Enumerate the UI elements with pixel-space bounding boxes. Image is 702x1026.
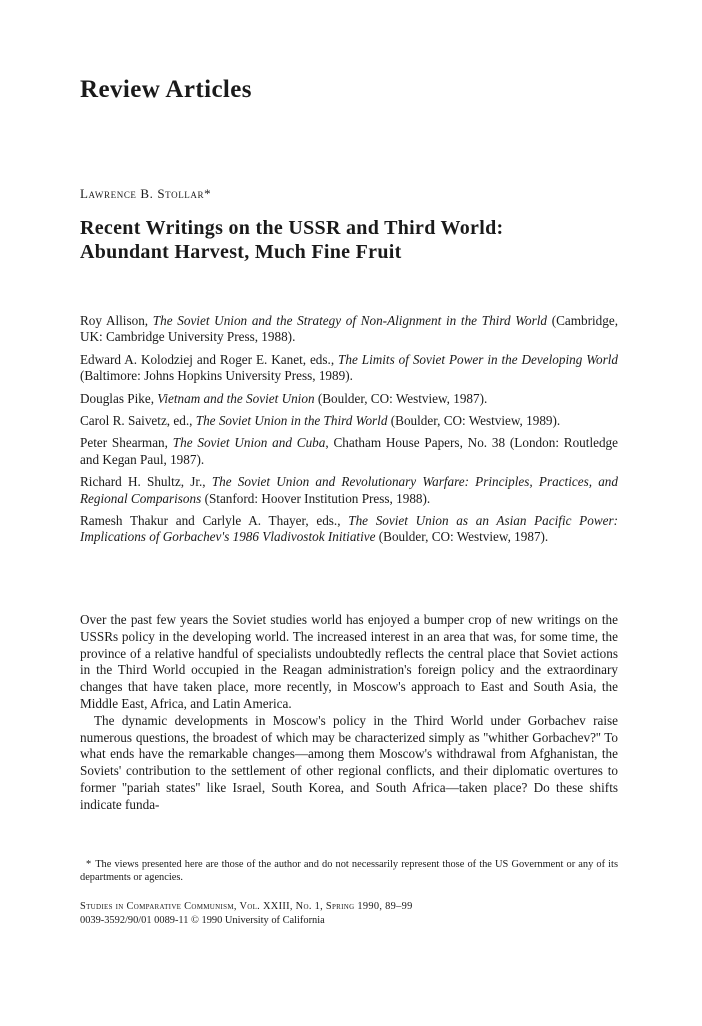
book-entry: Ramesh Thakur and Carlyle A. Thayer, eds., The Soviet Union as an Asian Pacific Power: Implications of Gorbachev's 1986 Vladivostok Initiative (Boulder, CO: Westview, 1987). xyxy=(80,513,618,545)
book-title: The Soviet Union and the Strategy of Non-Alignment in the Third World xyxy=(152,313,548,328)
book-entry: Edward A. Kolodziej and Roger E. Kanet, eds., The Limits of Soviet Power in the Developing World (Baltimore: Johns Hopkins University Press, 1989). xyxy=(80,351,618,384)
article-body xyxy=(80,612,618,814)
article-title-line-1: Recent Writings on the USSR and Third World: xyxy=(80,217,504,239)
book-title: The Soviet Union in the Third World xyxy=(195,413,388,429)
article-title-line-2: Abundant Harvest, Much Fine Fruit xyxy=(80,241,402,263)
body-paragraph: The dynamic developments in Moscow's policy in the Third World under Gorbachev raise numerous questions, the broadest of which may be characterized simply as ''whither Gorbachev?'' To what ends have the remarkable changes—among them Moscow's withdrawal from Afghanistan, the Soviets' contribution to the settlement of other regional conflicts, and their diplomatic overtures to former ''pariah states'' like Israel, South Korea, and South Africa—taken place? Do these shifts indicate funda- xyxy=(80,712,618,812)
book-title: The Limits of Soviet Power in the Developing World xyxy=(338,351,618,367)
book-entry: Peter Shearman, The Soviet Union and Cuba, Chatham House Papers, No. 38 (London: Routledge and Kegan Paul, 1987). xyxy=(80,435,619,467)
copyright-line: 0039-3592/90/01 0089-11 © 1990 University of California xyxy=(80,915,325,927)
author-name: Lawrence B. Stollar* xyxy=(80,186,212,201)
book-title: The Soviet Union and Cuba xyxy=(172,435,326,451)
journal-citation: Studies in Comparative Communism, Vol. XXIII, No. 1, Spring 1990, 89–99 xyxy=(80,901,413,912)
book-entry: Douglas Pike, Vietnam and the Soviet Union (Boulder, CO: Westview, 1987). xyxy=(80,390,488,406)
footnote-text: The views presented here are those of the author and do not necessarily represent those of the US Government or any of its departments or agencies. xyxy=(80,859,618,884)
footnote-marker: * xyxy=(86,859,92,870)
book-entry: Richard H. Shultz, Jr., The Soviet Union and Revolutionary Warfare: Principles, Practices, and Regional Comparisons (Stanford: Hoover Institution Press, 1988). xyxy=(80,474,618,506)
book-entry: Carol R. Saivetz, ed., The Soviet Union in the Third World (Boulder, CO: Westview, 1989). xyxy=(80,413,561,429)
book-entry: Roy Allison, The Soviet Union and the Strategy of Non-Alignment in the Third World (Cambridge, UK: Cambridge University Press, 1988). xyxy=(80,313,618,345)
body-paragraph: Over the past few years the Soviet studies world has enjoyed a bumper crop of new writings on the USSRs policy in the developing world. The increased interest in an area that was, for some time, the province of a relative handful of specialists undoubtedly reflects the central place that Soviet actions in the Third World occupied in the Reagan administration's foreign policy and the extraordinary changes that have taken place, more recently, in Moscow's approach to East and South Asia, the Middle East, Africa, and Latin America. xyxy=(80,612,618,711)
book-title: Vietnam and the Soviet Union xyxy=(157,390,315,406)
book-title: The Soviet Union and Revolutionary Warfare: Principles, Practices, and Regional Comparisons xyxy=(80,474,618,506)
reviewed-books-list xyxy=(80,313,618,552)
section-heading: Review Articles xyxy=(80,76,252,103)
article-title xyxy=(80,216,503,264)
journal-info xyxy=(80,900,618,929)
footnote xyxy=(80,858,618,885)
book-title: The Soviet Union as an Asian Pacific Power: Implications of Gorbachev's 1986 Vladivostok Initiative xyxy=(80,513,618,545)
